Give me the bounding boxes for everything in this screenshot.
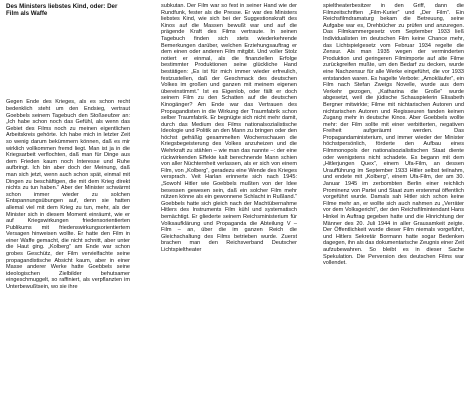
article-text-column-3: spieltheaterbesitzer in den Griff, dann die Filmzeitschriften „Film-Kurier“ und „Der Film“. Ein Reichsfilmdramaturg bekam die Betreuung, seine Aufgabe war es, Drehbücher zu prüfen und anzuregen. Das Filmkammergesetz vom September 1933 ließ Individualisten im deutschen Film keine Chance mehr, das Lichtspielgesetz vom Februar 1934 regelte die Zensur. Als man 1935 wegen der verminderten Produktion und geringeren Filmimporte auf alte Filme zurückgreifen mußte, um den Bedarf zu decken, wurde eine Nachzensur für alle Werke eingeführt, die vor 1933 entstanden waren. Es hagelte Verbote: „Amokläufer“, ein Film nach Stefan Zweigs Novelle, wurde aus dem Verkehr gezogen, „Katharina die Große“ wurde abgesetzt, weil die jüdische Schauspielerin Elisabeth Bergner mitwirkte; Filme mit nichtarischen Autoren und nichtarischen Autoren und Regisseuren fanden keinen Zugang mehr in deutsche Kinos. Aber Goebbels wollte mehr: der Film sollte mit einer verbitterten, negativen Freiheit aufgeräumt werden. Das Propagandaministerium, und immer wieder der Minister höchstpersönlich, förderte den Aufbau eines Filmmonopols der nationalsozialistischen Staat diente oder wenigstens nicht schadete. Es begann mit dem „Hitlerjungen Quex“, einem Ufa-Film, an dessen Uraufführung im September 1933 Hitler selbst teilnahm, und endete mit „Kolberg“, einem Ufa-Film, der am 30. Januar 1945 im zerbombten Berlin einer reichlich Prominenz von Partei und Staat zum erstenmal öffentlich vorgeführt wurde. Damals sah Hitler sich schon keine Filme mehr an, er wollte sich auch nahmen zu „Verräter vor dem Volksgericht“, der den Reichsfilmintendant Hans Hinkel in Auftrag gegeben hatte und die Hinrichtung der Männer des 20. Juli 1944 in aller Grausamkeit zeigte. Der Öffentlichkeit wurde dieser Film niemals vorgeführt, und Hitlers Sekretär Bormann hatte sogar Bedenken dagegen, ihn als das dokumentarische Zeugnis einer Zeit aufzubewahren. So bleibt es in dieser Sache Spekulation. Die Perversion des deutschen Films war vollendet.	[323, 3, 464, 267]
article-text-column-1: Gegen Ende des Krieges, als es schon recht bedenklich steht um den Endsieg, vertraut Goebbels seinem Tagebuch den Stoßseufzer an: „Ich habe schon noch das Gefühl, als wenn das Gebiet des Films noch zu meinen eigentlichen Arbeitskreis gehörte. Ich habe mich in letzter Zeit so wenig darum bekümmern können, daß es mir wirklich vollkommen fremd liegt. Man ist ja in die Kriegsarbeit verflochten, daß man für Dinge aus dem Frieden kaum noch Interesse und Ruhe aufbringt. Ich bin aber doch der Meinung, daß man sich jetzt, wenn auch schon spät, einmal mit Dingen zu beschäftigen, die mit dem Krieg direkt nichts zu tun haben.“ Aber der Minister schwärmt schon immer wieder zu solchen Entspannungsübungen auf, denn sie hatten allemal viel mit dem Krieg zu tun, mehr, als der Minister sich in diesem Moment einräumt, wie er auf Kriegswirkungen friedensorientierten Publikums mit friedenswirkungsorientiertem Versagen hinweisen wollte. Er hatte den Film in einer Waffe gemacht, die nicht schnitt, aber unter die Haut ging. „Kolberg“ am Ende war schon grobes Geschütz, der Film vervielfachte seine propagandistische Absicht kaum, aber in einer Masse anderer Werke hatte Goebbels seine ideologischen Zielbilder behutsamer eingeschmuggelt, so raffiniert, als verpflanzten im Unterbewußtsein, wo sie ihre	[6, 99, 130, 291]
article-column-3	[323, 3, 464, 267]
article-headline: Des Ministers liebstes Kind, oder: Der Film als Waffe	[6, 3, 118, 18]
article-column-1	[6, 3, 130, 291]
article-column-2	[161, 3, 297, 254]
article-text-column-2: subkutan. Der Film war so fest in seiner Hand wie der Rundfunk, fester als die Presse. Er war des Ministers liebstes Kind, wie sich bei der Suggestionskraft des Kinos auf die Massen bewußt war und auf die prägende Kraft des Films vertraute. In seinen Tagebuch finden sich stets wiederkehrende Bemerkungen darüber, welchen Erziehungsauftrag er dem einen oder anderen Film mitgibt. Und voller Stolz notiert er einmal, als die finanziellen Erfolge bestimmter Produktionen seine glückliche Hand bestätigen: „Es ist für mich immer wieder erfreulich, festzustellen, daß der Geschmack des deutschen Volkes im großen und ganzen mit meinem eigenen übereinstimmt.“ Ist es Eigenlob, oder fällt er doch seinem Film zu den Schatten auf die deutschen Kinogänger? Am Ende war das Vertrauen des Propagandisten in die Wirkung der Traumfabrik schon selber Traumfabrik. Er begnügte sich nicht mehr damit, durch das Medium des Films nationalsozialistische Ideologie und Politik an den Mann zu bringen oder den höchst gefräßig gesammelten Wochenschauen die Kriegsbegeisterung des Volkes anzuheizen und die Wehrkraft zu stählen – wie man das nannte –: der eine rückwirkenden Effekte kalt berechnende Mann schien von aller Nüchternheit verlassen, als er sich von einem Film, von „Kolberg“, geradezu eine Wende des Krieges versprach. Veit Harlan erinnerte sich nach 1945: „Sowohl Hitler wie Goebbels mußten von der Idee besessen gewesen sein, daß ein solcher Film mehr nützen könne als ein gewonnene Schlacht in Rußland.“ Goebbels hatte sich gleich nach der Machtübernahme Hitlers des Instruments Film kühl und systematisch bemächtigt. Er gliederte seinem Reichsministerium für Volksaufklärung und Propaganda die Abteilung V – Film – an, über die im ganzen Reich die Gleichschaltung des Films betrieben wurde. Zuerst brachen man den Reichsverband Deutscher Lichtspieltheater	[161, 3, 297, 253]
